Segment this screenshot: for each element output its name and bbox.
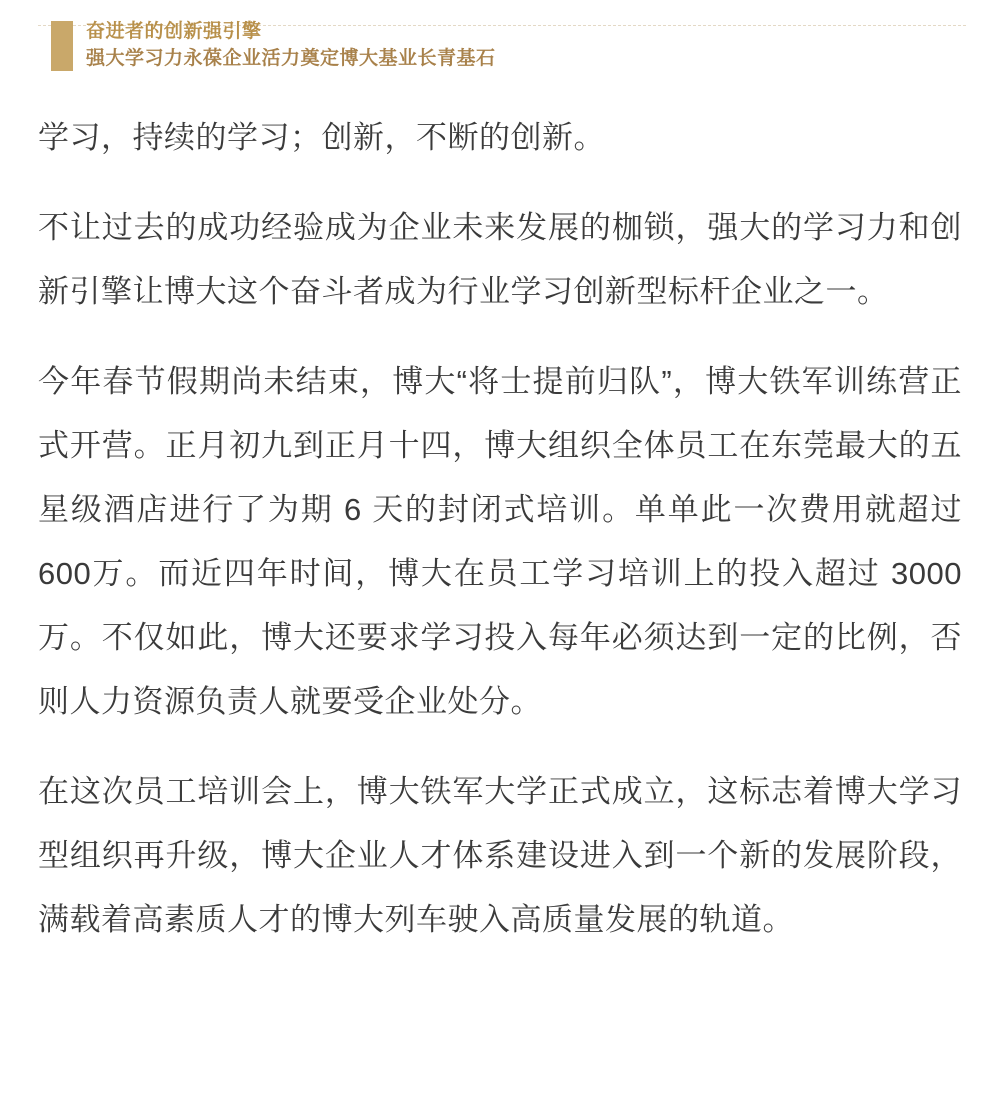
section-heading [38,18,962,72]
paragraph: 不让过去的成功经验成为企业未来发展的枷锁，强大的学习力和创新引擎让博大这个奋斗者成为行业学习创新型标杆企业之一。 [38,210,962,309]
paragraph: 学习，持续的学习；创新，不断的创新。 [38,120,605,155]
article-body [38,106,962,952]
heading-accent-bar [51,21,73,71]
heading-line-secondary: 强大学习力永葆企业活力奠定博大基业长青基石 [86,48,496,69]
paragraph: 今年春节假期尚未结束，博大“将士提前归队”，博大铁军训练营正式开营。正月初九到正月十四，博大组织全体员工在东莞最大的五星级酒店进行了为期 6 天的封闭式培训。单单此一次费用就超过 600万。而近四年时间，博大在员工学习培训上的投入超过 3000 万。不仅如此，博大还要求学习投入每年必须达到一定的比例，否则人力资源负责人就要受企业处分。 [38,364,962,719]
paragraph: 在这次员工培训会上，博大铁军大学正式成立，这标志着博大学习型组织再升级，博大企业人才体系建设进入到一个新的发展阶段，满载着高素质人才的博大列车驶入高质量发展的轨道。 [38,774,962,937]
bottom-spacer [38,952,962,972]
heading-line-primary: 奋进者的创新强引擎 [86,21,262,42]
article-page [0,18,1000,1101]
